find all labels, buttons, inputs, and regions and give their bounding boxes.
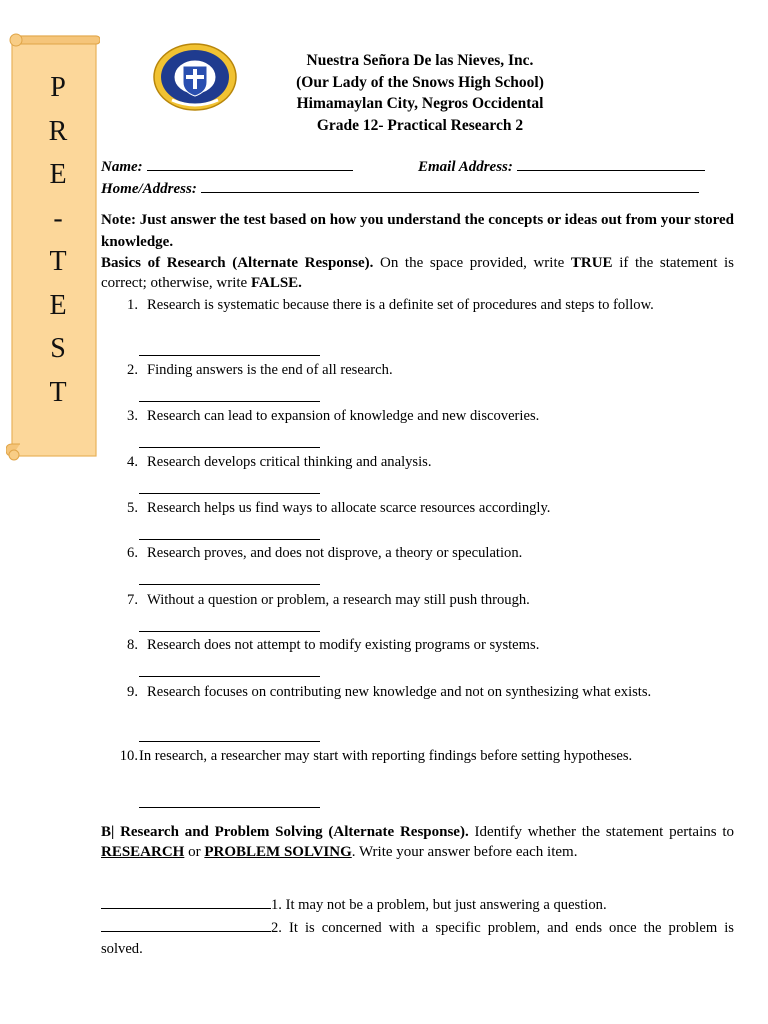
section-b-instr: Identify whether the statement pertains to	[468, 824, 734, 840]
answer-line[interactable]	[139, 539, 320, 540]
item-text: Research proves, and does not disprove, a theory or speculation.	[147, 545, 523, 561]
section-a-instr: On the space provided, write	[373, 255, 571, 271]
school-name: Nuestra Señora De las Nieves, Inc.	[306, 52, 534, 69]
banner-letter: -	[53, 202, 63, 234]
banner-letter: T	[49, 376, 67, 408]
problem-solving-word: PROBLEM SOLVING	[204, 843, 352, 860]
banner-letter: T	[49, 246, 67, 277]
item-number: 10.	[119, 748, 138, 764]
item-text: Finding answers is the end of all research.	[147, 362, 393, 378]
answer-line[interactable]	[139, 447, 320, 448]
section-b-type: (Alternate Response).	[328, 824, 469, 840]
item-text: 1. It may not be a problem, but just answering a question.	[271, 897, 607, 913]
section-a-instructions	[101, 253, 734, 293]
item-text: Research develops critical thinking and analysis.	[147, 454, 432, 470]
note-text: Note: Just answer the test based on how you understand the concepts or ideas out from your stored knowledge.	[101, 212, 734, 250]
item-number: 5.	[127, 500, 138, 516]
list-item	[112, 361, 734, 380]
course-title: Grade 12- Practical Research 2	[316, 117, 524, 135]
item-number: 4.	[127, 454, 138, 470]
false-word: FALSE.	[250, 275, 302, 291]
answer-line[interactable]	[101, 931, 271, 932]
list-item	[112, 747, 734, 766]
home-address-label: Home/Address:	[101, 181, 197, 197]
answer-line[interactable]	[139, 631, 320, 632]
name-label: Name:	[101, 159, 143, 175]
home-address-field	[101, 180, 699, 198]
item-text: Research is systematic because there is a definite set of procedures and steps to follow.	[147, 297, 654, 313]
item-text: In research, a researcher may start with reporting findings before setting hypotheses.	[139, 748, 633, 764]
answer-line[interactable]	[139, 493, 320, 494]
section-a-type: (Alternate Response).	[232, 255, 374, 271]
email-field	[418, 158, 705, 176]
school-seal-icon	[152, 42, 238, 112]
section-b-instr-2: . Write your answer before each item.	[351, 843, 578, 860]
banner-letter: P	[50, 72, 66, 103]
banner-letter: R	[48, 115, 68, 147]
answer-line[interactable]	[101, 908, 271, 909]
item-number: 8.	[127, 637, 138, 653]
list-item	[101, 918, 734, 960]
answer-line[interactable]	[139, 676, 320, 677]
item-number: 1.	[127, 297, 138, 313]
item-text: 2. It is concerned with a specific problem, and ends once the problem is solved.	[101, 920, 734, 957]
list-item	[112, 544, 734, 563]
answer-line[interactable]	[139, 355, 320, 356]
list-item	[112, 407, 734, 426]
item-text: Research does not attempt to modify existing programs or systems.	[147, 637, 540, 653]
email-label: Email Address:	[418, 159, 513, 175]
item-number: 2.	[127, 362, 138, 378]
school-location: Himamaylan City, Negros Occidental	[296, 95, 544, 113]
list-item	[112, 683, 734, 702]
item-text: Research focuses on contributing new knowledge and not on synthesizing what exists.	[147, 684, 652, 700]
section-b-instructions	[101, 823, 734, 862]
name-field	[101, 158, 353, 176]
list-item	[112, 636, 734, 655]
item-number: 7.	[127, 592, 138, 608]
or-word: or	[184, 843, 205, 860]
banner-letter: E	[49, 159, 67, 190]
list-item	[112, 453, 734, 472]
item-text: Without a question or problem, a research may still push through.	[147, 592, 530, 608]
banner-letters	[36, 66, 80, 414]
item-number: 3.	[127, 408, 138, 424]
email-input-line[interactable]	[517, 170, 705, 171]
list-item	[101, 895, 734, 916]
list-item	[112, 499, 734, 518]
section-b-title: B| Research and Problem Solving	[101, 824, 323, 840]
item-text: Research helps us find ways to allocate scarce resources accordingly.	[147, 500, 551, 516]
section-a-instr-2: if the statement is correct; otherwise, write	[101, 255, 734, 291]
name-input-line[interactable]	[147, 170, 353, 171]
answer-line[interactable]	[139, 584, 320, 585]
item-number: 6.	[127, 545, 138, 561]
answer-line[interactable]	[139, 807, 320, 808]
section-a-title: Basics of Research	[101, 255, 226, 271]
list-item	[112, 591, 734, 610]
answer-line[interactable]	[139, 741, 320, 742]
banner-letter: S	[50, 333, 66, 364]
true-word: TRUE	[570, 255, 613, 271]
banner-letter: E	[49, 289, 67, 321]
pretest-banner	[6, 30, 100, 464]
school-header	[240, 50, 600, 137]
list-item	[112, 296, 734, 315]
home-address-input-line[interactable]	[201, 192, 699, 193]
answer-line[interactable]	[139, 401, 320, 402]
item-number: 9.	[127, 684, 138, 700]
school-subtitle: (Our Lady of the Snows High School)	[296, 73, 544, 91]
item-text: Research can lead to expansion of knowledge and new discoveries.	[147, 408, 540, 424]
research-word: RESEARCH	[101, 843, 185, 860]
